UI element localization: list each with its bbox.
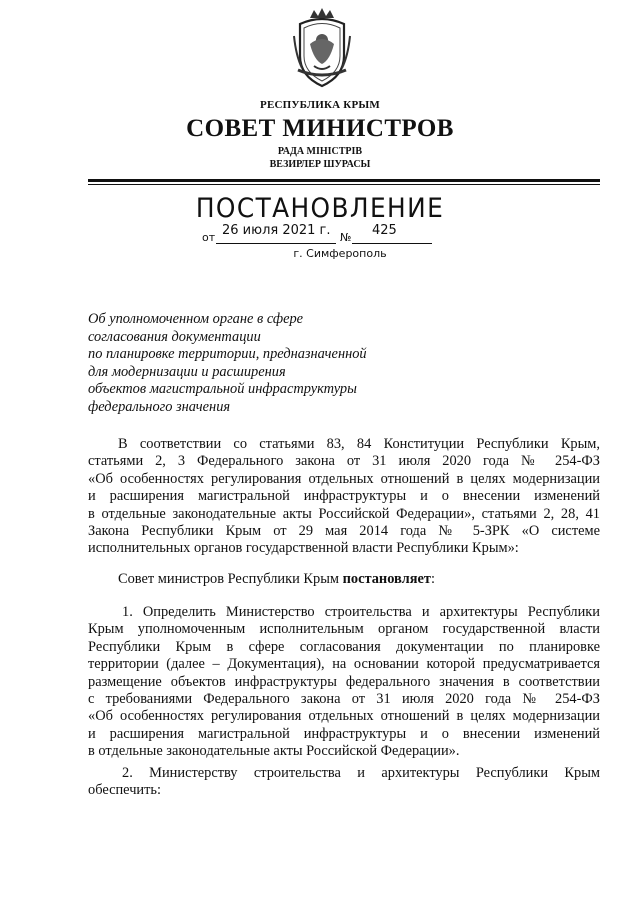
resolves-prefix: Совет министров Республики Крым [118, 571, 343, 587]
header-rule-thin [88, 184, 600, 185]
resolves-verb: постановляет [342, 571, 431, 587]
paragraph-line: «Об особенностях регулирования отдельных отношений в целях модернизации [88, 708, 600, 725]
subject-line: по планировке территории, предназначенной [88, 346, 367, 362]
paragraph-line: 2. Министерству строительства и архитектуры Республики Крым [122, 765, 600, 781]
paragraph-line: В соответствии со статьями 83, 84 Конституции Республики Крым, [118, 436, 600, 452]
paragraph-line: Закона Республики Крым от 29 мая 2014 года № 5-ЗРК «О системе [88, 523, 600, 540]
paragraph-line: в отдельные законодательные акты Российской Федерации», статьями 2, 28, 41 [88, 505, 600, 522]
item-2-paragraph [88, 765, 600, 800]
republic-name: РЕСПУБЛИКА КРЫМ [260, 99, 380, 111]
resolves-suffix: : [430, 571, 435, 587]
paragraph-line: исполнительных органов государственной власти Республики Крым»: [88, 540, 519, 557]
paragraph-line: и расширения магистральной инфраструктуры и о внесении изменений [88, 725, 600, 742]
document-type: ПОСТАНОВЛЕНИЕ [195, 193, 445, 224]
paragraph-line: территории (далее – Документация), на основании которой предусматривается [88, 656, 600, 673]
paragraph-line: «Об особенностях регулирования отдельных отношений в целях модернизации [88, 470, 600, 487]
item-1-paragraph [88, 604, 600, 761]
preamble-paragraph [88, 436, 600, 558]
subject-line: Об уполномоченном органе в сфере [88, 311, 304, 327]
paragraph-line: размещение объектов инфраструктуры федерального значения в соответствии [88, 673, 600, 690]
header-rule-thick [88, 179, 600, 182]
paragraph-line: и расширения магистральной инфраструктуры и о внесении изменений [88, 488, 600, 505]
date-label: от [202, 231, 216, 244]
council-name-crimean-tatar: ВЕЗИРЛЕР ШУРАСЫ [269, 159, 371, 170]
paragraph-line: Крым уполномоченным исполнительным органом государственной власти [88, 621, 600, 638]
paragraph-line: Республики Крым в сфере согласования документации по планировке [88, 638, 600, 655]
subject-line: федерального значения [88, 398, 231, 415]
date-underline [216, 243, 336, 244]
number-label: № [340, 231, 352, 244]
number-underline [352, 243, 432, 244]
paragraph-line: обеспечить: [88, 782, 161, 799]
document-city: г. Симферополь [293, 247, 387, 260]
paragraph-line: 1. Определить Министерство строительства и архитектуры Республики [122, 604, 600, 620]
document-date-number [200, 223, 440, 245]
council-name-ukrainian: РАДА МІНІСТРІВ [277, 146, 363, 157]
paragraph-line: статьями 2, 3 Федерального закона от 31 июля 2020 года № 254-ФЗ [88, 453, 600, 470]
council-name: СОВЕТ МИНИСТРОВ [186, 115, 454, 142]
document-date: 26 июля 2021 г. [222, 223, 331, 238]
paragraph-line: в отдельные законодательные акты Российской Федерации». [88, 743, 460, 760]
subject-line: объектов магистральной инфраструктуры [88, 381, 357, 397]
subject-line: согласования документации [88, 328, 261, 345]
paragraph-line: с требованиями Федерального закона от 31 июля 2020 года № 254-ФЗ [88, 691, 600, 708]
resolves-paragraph [88, 571, 600, 588]
document-number: 425 [372, 223, 397, 238]
coat-of-arms-emblem [290, 6, 354, 90]
document-subject [88, 311, 418, 416]
subject-line: для модернизации и расширения [88, 363, 286, 380]
